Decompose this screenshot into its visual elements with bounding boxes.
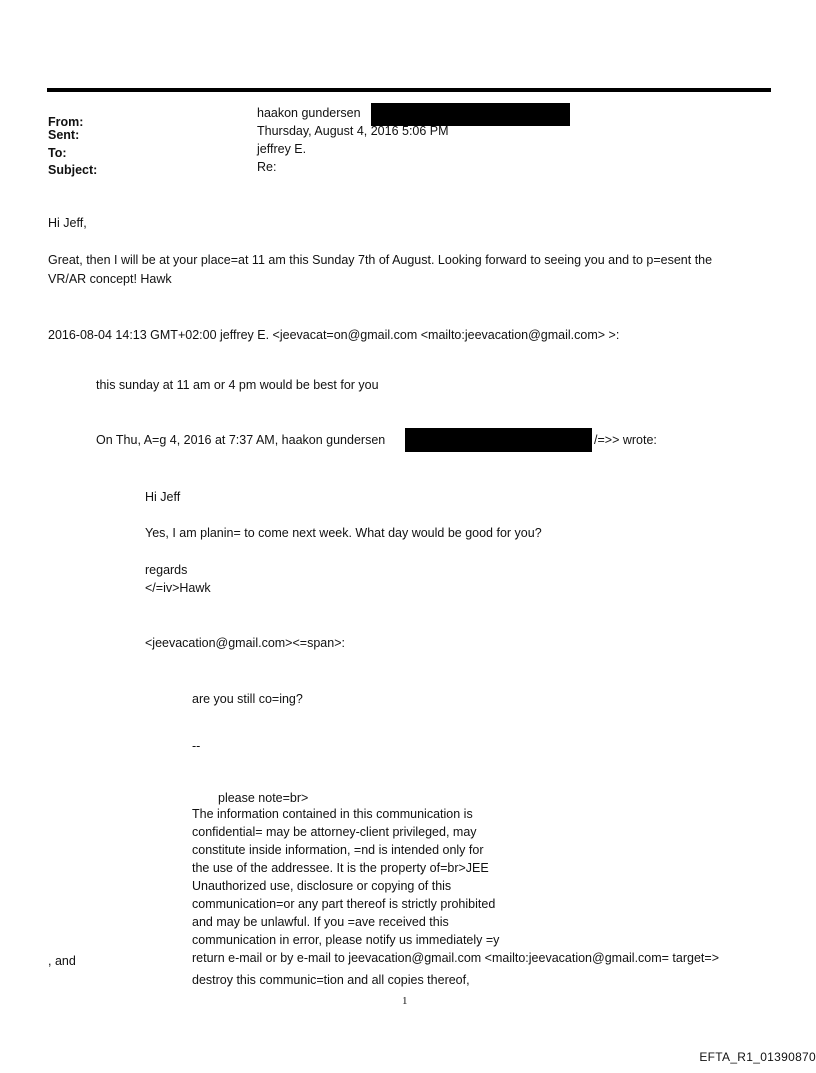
quote-greeting: Hi Jeff: [145, 490, 181, 504]
disclaimer-line: please note=br>: [218, 791, 309, 805]
quote-text: Yes, I am planin= to come next week. What day would be good for you?: [145, 526, 542, 540]
greeting: Hi Jeff,: [48, 216, 87, 230]
disclaimer-line: communication=or any part thereof is strictly prohibited: [192, 897, 496, 911]
to-value: jeffrey E.: [257, 142, 307, 156]
and-fragment: , and: [48, 954, 76, 968]
disclaimer-line: destroy this communic=tion and all copies thereof,: [192, 973, 470, 987]
body-line: Great, then I will be at your place=at 11 am this Sunday 7th of August. Looking forward to seeing you and to p=esent the: [48, 253, 713, 267]
quote-header-end: /=>> wrote:: [594, 433, 657, 447]
signature-separator: --: [192, 739, 201, 753]
redaction-box: [405, 428, 592, 452]
footer-id: EFTA_R1_01390870: [699, 1050, 816, 1064]
quote-header: <jeevacation@gmail.com><=span>:: [145, 636, 345, 650]
sent-value: Thursday, August 4, 2016 5:06 PM: [257, 124, 449, 138]
disclaimer-line: The information contained in this communication is: [192, 807, 473, 821]
disclaimer-line: the use of the addressee. It is the property of=br>JEE: [192, 861, 489, 875]
disclaimer-line: confidential= may be attorney-client privileged, may: [192, 825, 477, 839]
subject-label: Subject:: [48, 163, 98, 177]
header-rule: [47, 88, 771, 92]
from-label: From:: [48, 115, 84, 129]
subject-value: Re:: [257, 160, 277, 174]
quote-header: On Thu, A=g 4, 2016 at 7:37 AM, haakon gundersen: [96, 433, 386, 447]
quote-text: are you still co=ing?: [192, 692, 303, 706]
quote-text: this sunday at 11 am or 4 pm would be best for you: [96, 378, 379, 392]
disclaimer-line: and may be unlawful. If you =ave received this: [192, 915, 449, 929]
page-number: 1: [402, 995, 408, 1007]
disclaimer-line: communication in error, please notify us immediately =y: [192, 933, 500, 947]
quote-header: 2016-08-04 14:13 GMT+02:00 jeffrey E. <jeevacat=on@gmail.com <mailto:jeevacation@gmail.com> >:: [48, 328, 620, 342]
to-label: To:: [48, 146, 67, 160]
quote-signature: </=iv>Hawk: [145, 581, 211, 595]
sent-label: Sent:: [48, 128, 80, 142]
body-line: VR/AR concept! Hawk: [48, 272, 172, 286]
disclaimer-line: constitute inside information, =nd is intended only for: [192, 843, 484, 857]
from-value: haakon gundersen: [257, 106, 361, 120]
quote-regards: regards: [145, 563, 188, 577]
disclaimer-line: Unauthorized use, disclosure or copying of this: [192, 879, 452, 893]
disclaimer-line: return e-mail or by e-mail to jeevacation@gmail.com <mailto:jeevacation@gmail.com= target=>: [192, 951, 719, 965]
